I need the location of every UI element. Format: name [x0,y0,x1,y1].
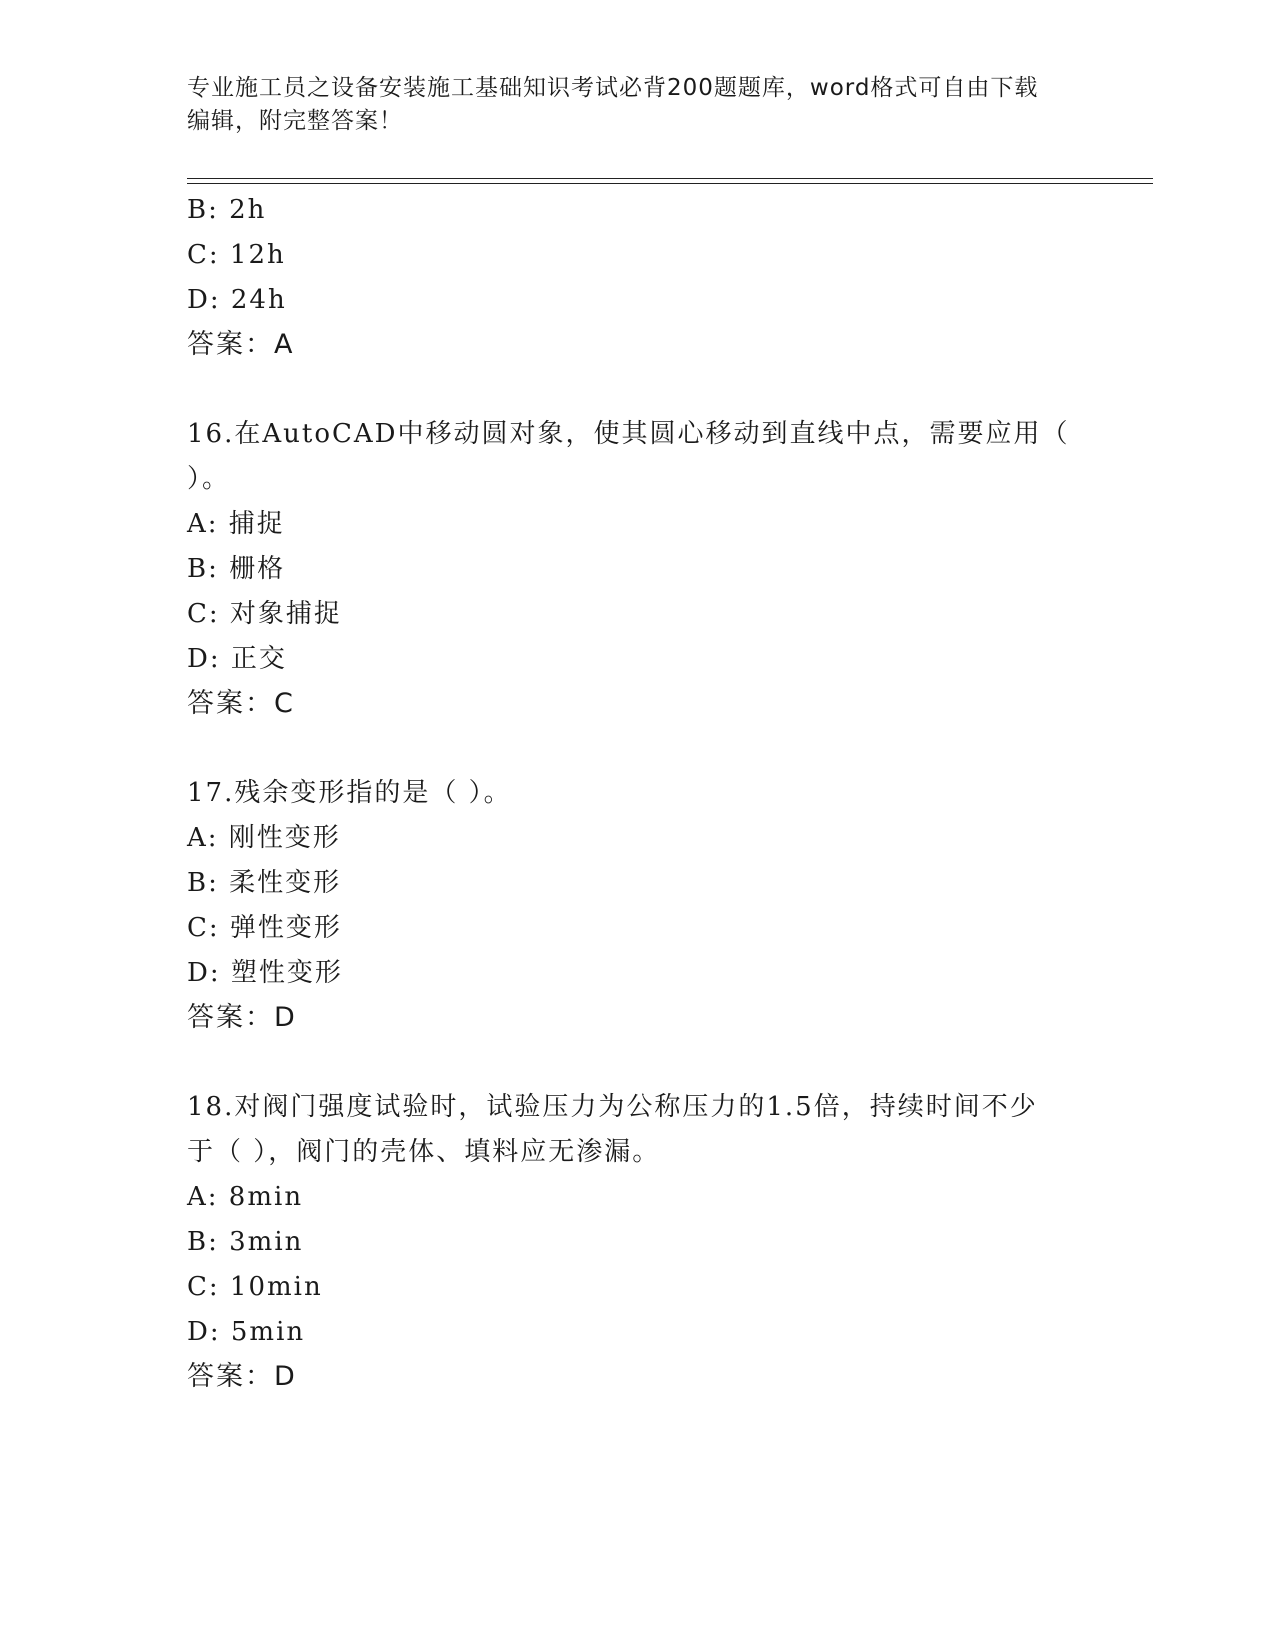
header-divider-bottom [187,183,1153,184]
header-title-line-2: 编辑，附完整答案！ [187,108,403,134]
question-17-stem-line-1: 17.残余变形指的是（ ）。 [187,778,512,808]
prev-option-b: B: 2h [187,195,267,225]
answer-label: 答案： [187,329,274,360]
question-18-option-d: D: 5min [187,1317,306,1347]
prev-answer [187,329,293,361]
question-16-answer [187,688,294,720]
answer-value: A [274,329,294,360]
question-18-option-c: C: 10min [187,1272,323,1302]
question-16-option-b: B: 栅格 [187,554,286,584]
prev-option-d: D: 24h [187,285,287,315]
prev-option-c: C: 12h [187,240,286,270]
question-17-answer [187,1002,296,1034]
question-17-option-d: D: 塑性变形 [187,958,343,988]
question-18-stem-line-2: 于（ ），阀门的壳体、填料应无渗漏。 [187,1137,661,1167]
header-divider-top [187,178,1153,179]
answer-value: C [274,688,294,719]
answer-value: D [274,1361,296,1392]
question-17-option-a: A: 刚性变形 [187,823,341,853]
question-18-option-b: B: 3min [187,1227,304,1257]
document-header [187,72,1087,138]
question-16-option-c: C: 对象捕捉 [187,599,342,629]
answer-label: 答案： [187,688,274,719]
answer-label: 答案： [187,1002,274,1033]
question-18-answer [187,1361,296,1393]
question-16-stem-line-1: 16.在AutoCAD中移动圆对象，使其圆心移动到直线中点，需要应用（ [187,419,1070,449]
question-17-option-c: C: 弹性变形 [187,913,342,943]
question-18-option-a: A: 8min [187,1182,304,1212]
question-16-option-d: D: 正交 [187,644,287,674]
header-title-line-1: 专业施工员之设备安装施工基础知识考试必背200题题库，word格式可自由下载 [187,75,1039,101]
question-18-stem-line-1: 18.对阀门强度试验时，试验压力为公称压力的1.5倍，持续时间不少 [187,1092,1038,1122]
question-17-option-b: B: 柔性变形 [187,868,342,898]
answer-label: 答案： [187,1361,274,1392]
question-16-option-a: A: 捕捉 [187,509,285,539]
answer-value: D [274,1002,296,1033]
question-16-stem-line-2: ）。 [187,464,231,494]
